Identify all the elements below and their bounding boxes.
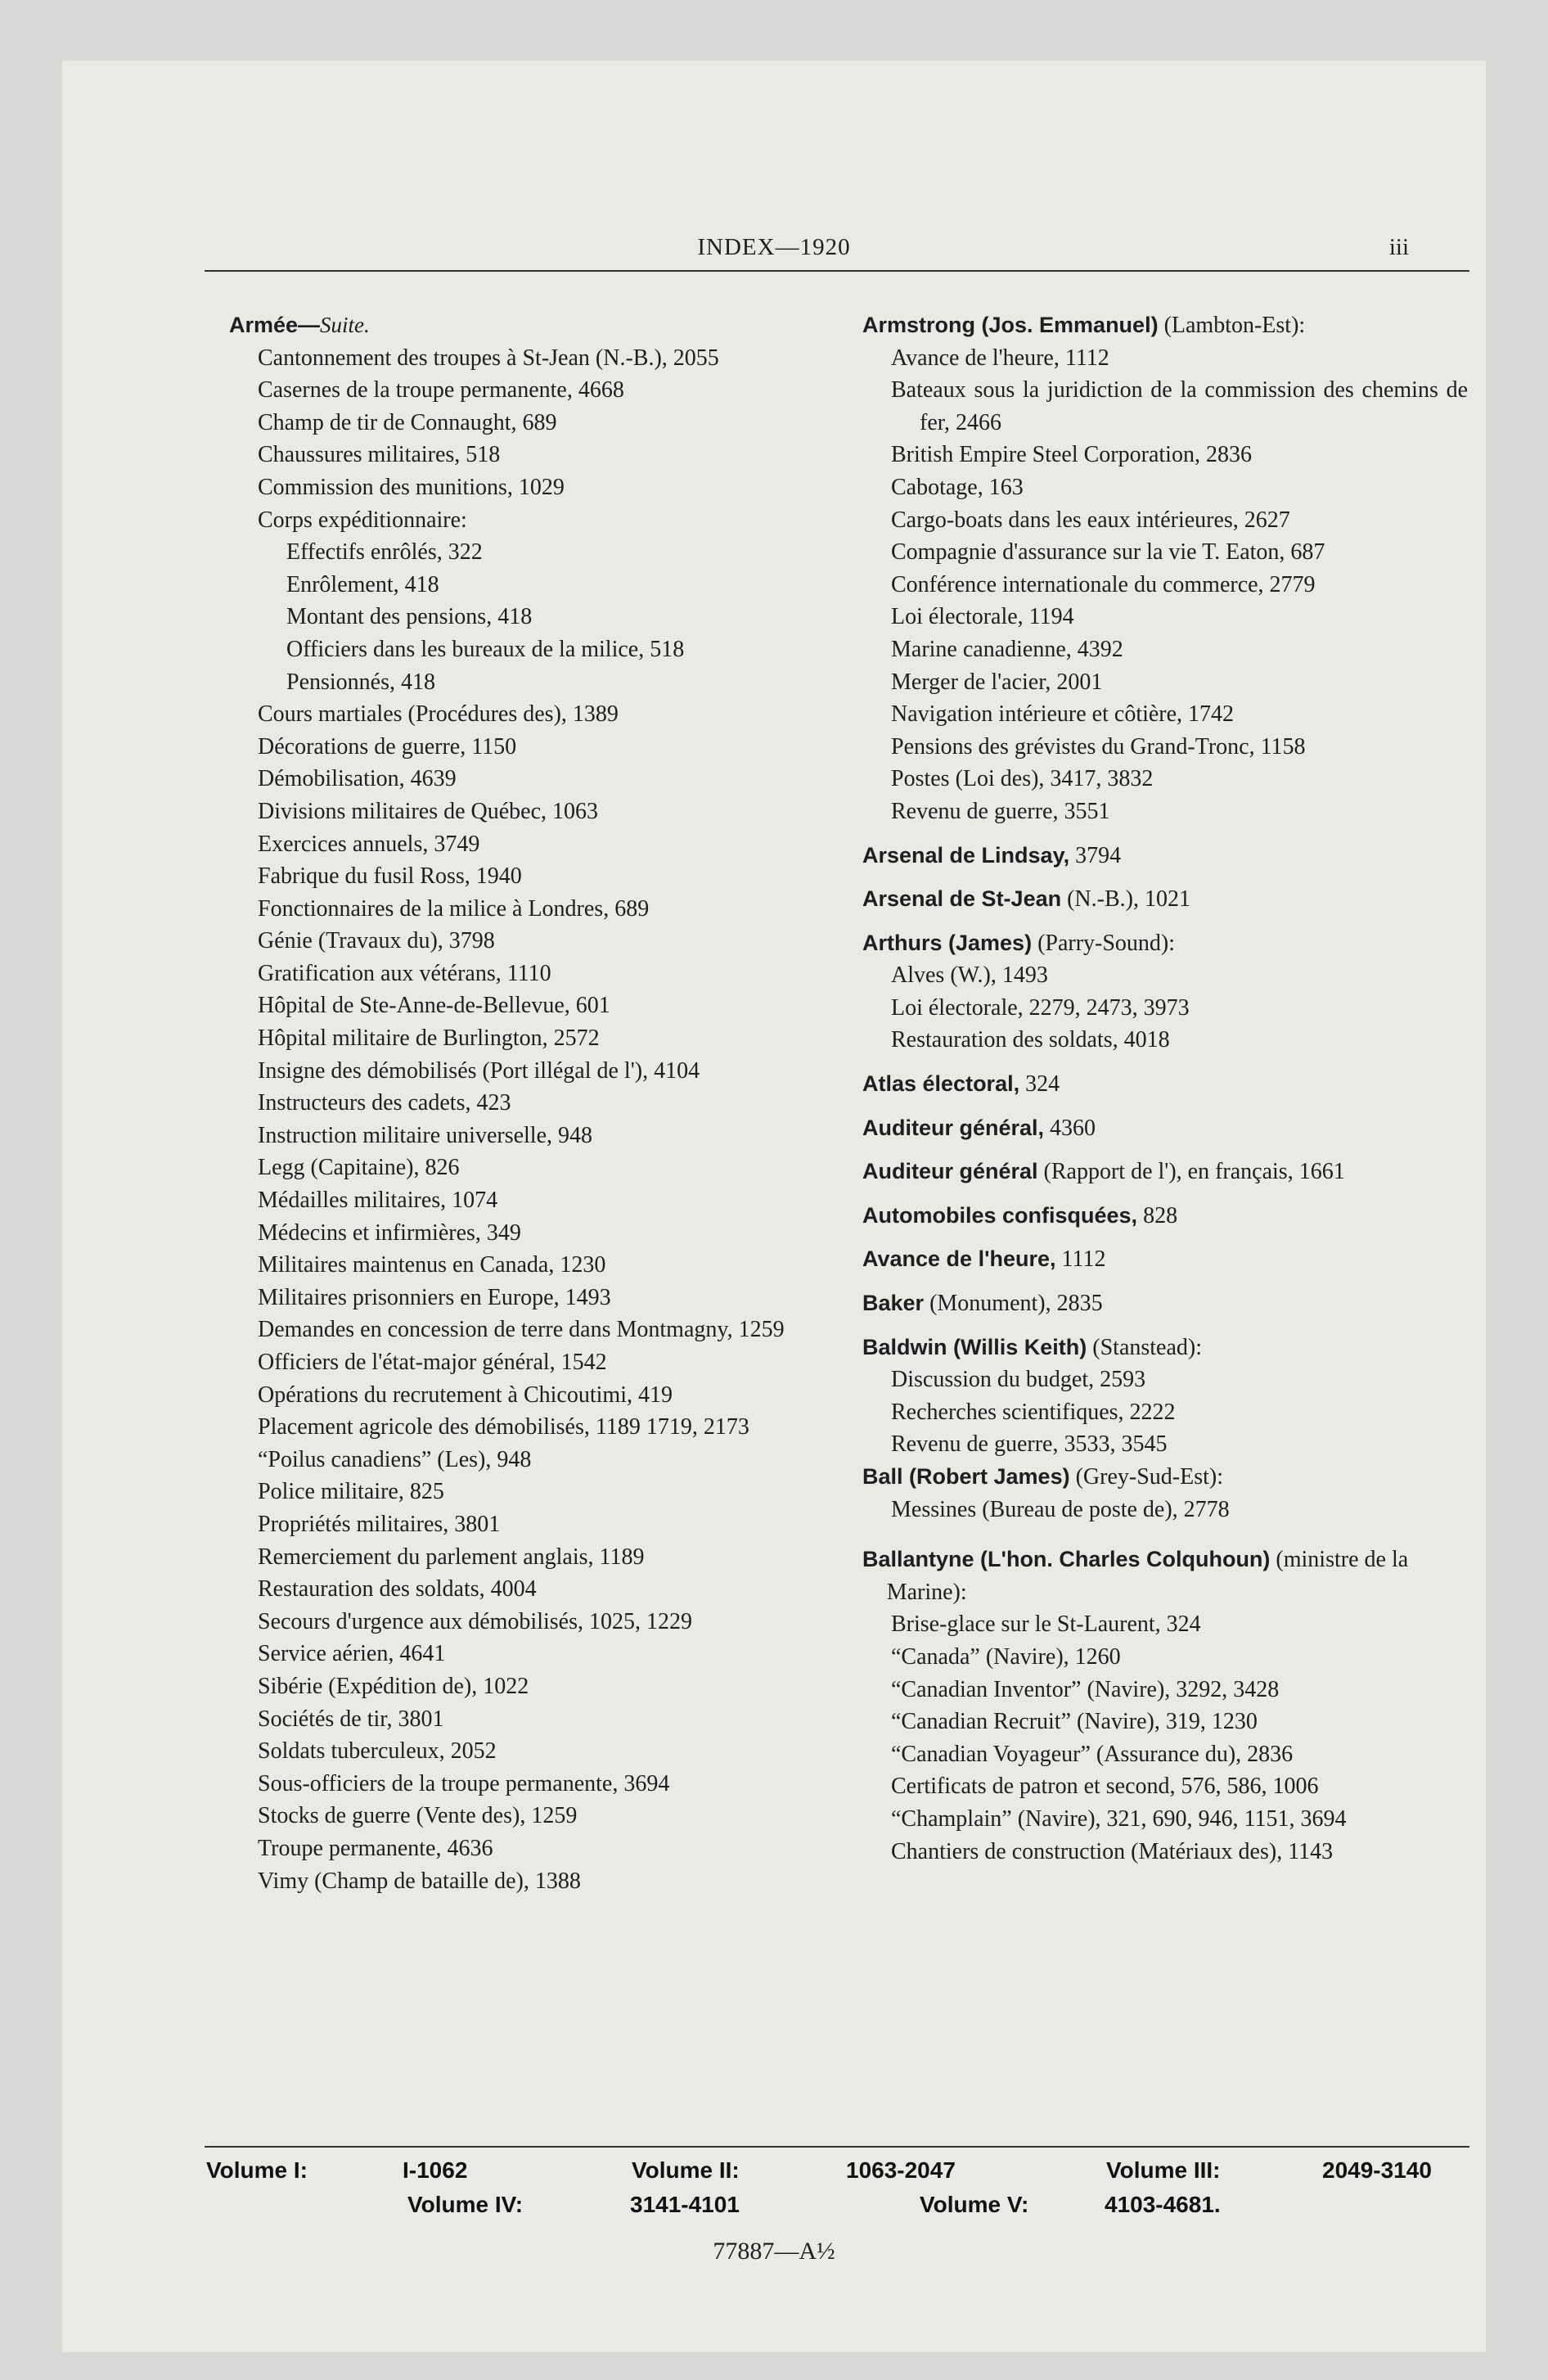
index-entry: Legg (Capitaine), 826 (258, 1155, 460, 1181)
index-entry: Champ de tir de Connaught, 689 (258, 409, 557, 435)
index-entry: Démobilisation, 4639 (258, 766, 457, 792)
index-entry: Remerciement du parlement anglais, 1189 (258, 1544, 645, 1570)
index-subentry: “Canadian Voyageur” (Assurance du), 2836 (891, 1741, 1294, 1767)
index-entry: Stocks de guerre (Vente des), 1259 (258, 1803, 578, 1829)
index-group (862, 309, 1468, 828)
index-heading-detail: (N.-B.), 1021 (1061, 886, 1190, 913)
index-heading (862, 927, 1468, 960)
index-entry: Service aérien, 4641 (258, 1641, 446, 1667)
index-subentry: Pensionnés, 418 (286, 669, 435, 695)
index-subentry: Cabotage, 163 (891, 474, 1024, 500)
index-heading-detail: (Rapport de l'), en français, 1661 (1037, 1159, 1345, 1185)
index-entry: “Poilus canadiens” (Les), 948 (258, 1446, 532, 1472)
volume-4-range: 3141-4101 (630, 2192, 740, 2217)
index-entry: Opérations du recrutement à Chicoutimi, 419 (258, 1382, 673, 1408)
index-heading-detail: 3794 (1069, 842, 1122, 868)
printer-code: 77887—A½ (713, 2238, 835, 2265)
index-entry: Officiers de l'état-major général, 1542 (258, 1350, 607, 1375)
index-entry: Secours d'urgence aux démobilisés, 1025, 1229 (258, 1608, 692, 1634)
volume-1-range: I-1062 (403, 2157, 468, 2183)
page-number: iii (1388, 234, 1409, 260)
index-heading-name: Baldwin (Willis Keith) (862, 1334, 1087, 1359)
index-entry: Militaires maintenus en Canada, 1230 (258, 1252, 606, 1278)
index-subentry: Compagnie d'assurance sur la vie T. Eaton, 687 (891, 539, 1325, 566)
volume-3-range: 2049-3140 (1322, 2157, 1432, 2183)
index-subentry: Cargo-boats dans les eaux intérieures, 2627 (891, 507, 1290, 533)
index-heading-name: Arsenal de Lindsay, (862, 842, 1070, 868)
index-subentry: “Champlain” (Navire), 321, 690, 946, 1151, 3694 (891, 1805, 1347, 1832)
index-subentry: Brise-glace sur le St-Laurent, 324 (891, 1611, 1201, 1638)
index-subentry: Loi électorale, 1194 (891, 604, 1074, 630)
index-heading (862, 1156, 1468, 1188)
index-subentry: Conférence internationale du commerce, 2779 (891, 571, 1316, 597)
index-entry: Divisions militaires de Québec, 1063 (258, 798, 599, 824)
index-heading (862, 1544, 1468, 1608)
index-page (62, 61, 1486, 2352)
index-entry: Troupe permanente, 4636 (258, 1835, 493, 1861)
index-subentry: Loi électorale, 2279, 2473, 3973 (891, 994, 1190, 1021)
index-heading-name: Avance de l'heure, (862, 1246, 1056, 1272)
index-entry: Cours martiales (Procédures des), 1389 (258, 701, 619, 728)
index-entry: Militaires prisonniers en Europe, 1493 (258, 1284, 611, 1310)
index-heading-name: Automobiles confisquées, (862, 1202, 1138, 1228)
index-group (862, 1156, 1468, 1188)
index-group (862, 1544, 1468, 1868)
index-entry: Sous-officiers de la troupe permanente, 3694 (258, 1770, 670, 1796)
header-rule (205, 270, 1469, 272)
index-subentry: Avance de l'heure, 1112 (891, 345, 1109, 371)
index-entry: Corps expéditionnaire: (258, 507, 467, 533)
index-subentry: Pensions des grévistes du Grand-Tronc, 1158 (891, 733, 1306, 760)
index-entry: Chaussures militaires, 518 (258, 442, 501, 468)
index-heading-detail: (ministre de la Marine): (886, 1547, 1409, 1605)
index-entry: Décorations de guerre, 1150 (258, 733, 517, 760)
index-heading-name: Baker (862, 1291, 925, 1316)
index-subentry: “Canadian Recruit” (Navire), 319, 1230 (891, 1709, 1258, 1735)
index-heading-armee: Armée—Suite. (229, 313, 370, 337)
index-subentry: “Canada” (Navire), 1260 (891, 1643, 1121, 1670)
index-heading (862, 1461, 1468, 1494)
volume-1-label: Volume I: (206, 2157, 308, 2183)
index-entry: Cantonnement des troupes à St-Jean (N.-B.), 2055 (258, 345, 719, 371)
index-entry: Demandes en concession de terre dans Montmagny, 1259 (258, 1317, 785, 1343)
index-entry: Hôpital militaire de Burlington, 2572 (258, 1025, 600, 1052)
index-subentry: British Empire Steel Corporation, 2836 (891, 442, 1252, 468)
index-entry: Instructeurs des cadets, 423 (258, 1090, 511, 1116)
index-subentry: Messines (Bureau de poste de), 2778 (891, 1496, 1230, 1522)
page-header (62, 234, 1486, 262)
index-heading (862, 1332, 1468, 1364)
index-subentry: “Canadian Inventor” (Navire), 3292, 3428 (891, 1676, 1280, 1702)
index-subentry: Restauration des soldats, 4018 (891, 1027, 1170, 1053)
index-subentry: Effectifs enrôlés, 322 (286, 539, 483, 566)
index-entry: Soldats tuberculeux, 2052 (258, 1738, 497, 1765)
index-subentry: Chantiers de construction (Matériaux des), 1143 (891, 1838, 1334, 1864)
index-entry: Casernes de la troupe permanente, 4668 (258, 377, 624, 403)
index-entry: Gratification aux vétérans, 1110 (258, 960, 551, 986)
index-heading (862, 1287, 1468, 1320)
index-subentry: Enrôlement, 418 (286, 571, 439, 597)
volume-2-range: 1063-2047 (846, 2157, 956, 2183)
index-entry: Fabrique du fusil Ross, 1940 (258, 863, 522, 890)
volume-5-label: Volume V: (920, 2192, 1029, 2217)
index-subentry: Discussion du budget, 2593 (891, 1367, 1146, 1393)
footer-rule (205, 2146, 1469, 2148)
index-heading (862, 1243, 1468, 1276)
index-entry: Sociétés de tir, 3801 (258, 1706, 444, 1732)
volume-4-label: Volume IV: (407, 2192, 524, 2217)
index-subentry: Certificats de patron et second, 576, 586, 1006 (891, 1774, 1319, 1800)
index-group (862, 1200, 1468, 1233)
index-subentry: Bateaux sous la juridiction de la commission des chemins de fer, 2466 (891, 377, 1468, 435)
index-entry: Hôpital de Ste-Anne-de-Bellevue, 601 (258, 993, 610, 1019)
index-entry: Placement agricole des démobilisés, 1189 1719, 2173 (258, 1414, 749, 1440)
index-heading (862, 309, 1468, 342)
index-heading-name: Armstrong (Jos. Emmanuel) (862, 313, 1159, 337)
index-heading (862, 1068, 1468, 1101)
index-heading-name: Auditeur général, (862, 1115, 1045, 1140)
page-title: INDEX—1920 (697, 234, 851, 260)
index-subentry: Revenu de guerre, 3551 (891, 798, 1110, 824)
volume-3-label: Volume III: (1106, 2157, 1221, 2183)
index-heading-detail: 324 (1019, 1071, 1060, 1098)
index-group (862, 1461, 1468, 1526)
index-heading (862, 1112, 1468, 1145)
index-heading (862, 883, 1468, 916)
right-column (862, 309, 1468, 1868)
index-group (862, 1287, 1468, 1320)
index-entry: Vimy (Champ de bataille de), 1388 (258, 1868, 581, 1894)
index-subentry: Montant des pensions, 418 (286, 604, 533, 630)
index-entry: Exercices annuels, 3749 (258, 831, 480, 857)
index-subentry: Marine canadienne, 4392 (891, 636, 1123, 662)
index-heading-detail: (Parry-Sound): (1032, 930, 1176, 956)
index-group (862, 927, 1468, 1057)
index-subentry: Merger de l'acier, 2001 (891, 669, 1103, 695)
index-heading-detail: 1112 (1055, 1246, 1106, 1273)
volume-2-label: Volume II: (632, 2157, 740, 2183)
index-subentry: Postes (Loi des), 3417, 3832 (891, 766, 1154, 792)
index-entry: Médailles militaires, 1074 (258, 1188, 498, 1214)
index-group (862, 840, 1468, 872)
suite-label: Suite. (320, 313, 370, 337)
index-heading-name: Ballantyne (L'hon. Charles Colquhoun) (862, 1547, 1271, 1572)
index-group (862, 1068, 1468, 1101)
index-heading-detail: (Monument), 2835 (924, 1291, 1103, 1317)
index-entry: Insigne des démobilisés (Port illégal de l'), 4104 (258, 1057, 700, 1084)
index-entry: Instruction militaire universelle, 948 (258, 1122, 593, 1148)
index-heading-name: Arsenal de St-Jean (862, 886, 1062, 912)
index-heading-name: Atlas électoral, (862, 1071, 1020, 1097)
left-column (229, 309, 823, 1897)
index-group (862, 1112, 1468, 1145)
index-subentry: Navigation intérieure et côtière, 1742 (891, 701, 1235, 728)
index-subentry: Recherches scientifiques, 2222 (891, 1399, 1176, 1425)
index-subentry: Alves (W.), 1493 (891, 962, 1048, 989)
index-heading-detail: 828 (1137, 1202, 1178, 1228)
index-heading-detail: (Stanstead): (1087, 1334, 1203, 1360)
index-group (862, 883, 1468, 916)
index-entry: Restauration des soldats, 4004 (258, 1576, 537, 1602)
index-entry: Commission des munitions, 1029 (258, 474, 565, 500)
index-entry: Police militaire, 825 (258, 1479, 444, 1505)
index-heading-detail: 4360 (1044, 1115, 1096, 1141)
index-heading-detail: (Lambton-Est): (1158, 313, 1306, 338)
index-subentry: Officiers dans les bureaux de la milice, 518 (286, 636, 685, 662)
index-entry: Fonctionnaires de la milice à Londres, 689 (258, 895, 650, 922)
index-heading-name: Arthurs (James) (862, 930, 1033, 955)
index-heading (862, 1200, 1468, 1233)
index-group (862, 1332, 1468, 1461)
index-heading-name: Auditeur général (862, 1159, 1038, 1184)
index-group (862, 1243, 1468, 1276)
left-entries (229, 342, 823, 1898)
index-entry: Génie (Travaux du), 3798 (258, 928, 495, 954)
index-heading (862, 840, 1468, 872)
index-entry: Médecins et infirmières, 349 (258, 1219, 521, 1246)
volume-5-range: 4103-4681. (1105, 2192, 1221, 2217)
index-entry: Sibérie (Expédition de), 1022 (258, 1673, 529, 1699)
index-subentry: Revenu de guerre, 3533, 3545 (891, 1431, 1168, 1458)
index-heading-name: Ball (Robert James) (862, 1464, 1070, 1489)
index-heading-detail: (Grey-Sud-Est): (1069, 1464, 1223, 1490)
index-entry: Propriétés militaires, 3801 (258, 1511, 501, 1537)
volume-legend (206, 2157, 1466, 2226)
